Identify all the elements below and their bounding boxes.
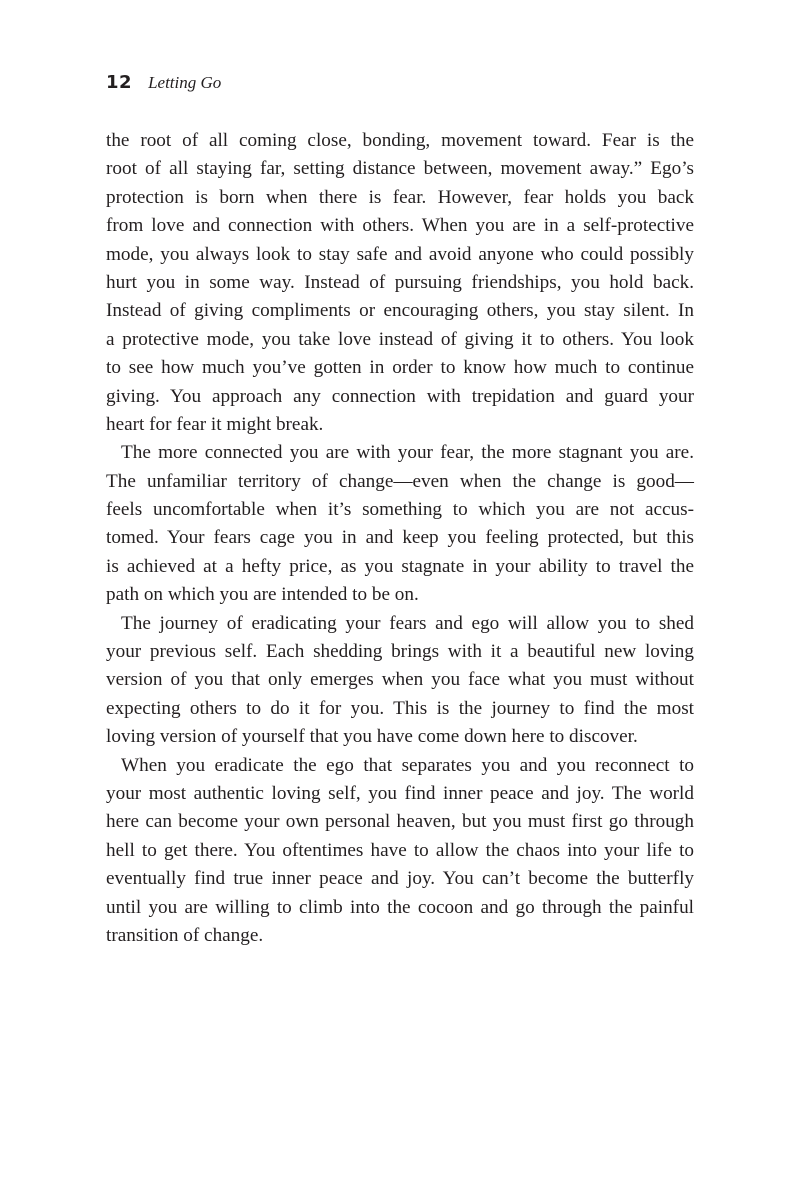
text-line: mode, you always look to stay safe and avoid anyone who could possibly (106, 243, 694, 265)
text-line: is achieved at a hefty price, as you stagnate in your ability to travel the (106, 555, 694, 577)
text-line: transition of change. (106, 924, 264, 946)
text-line: until you are willing to climb into the cocoon and go through the painful (106, 896, 694, 918)
text-line: version of you that only emerges when you face what you must without (106, 669, 694, 691)
body-text (106, 127, 694, 950)
text-line: hurt you in some way. Instead of pursuing friendships, you hold back. (106, 271, 694, 293)
text-line: heart for fear it might break. (106, 413, 324, 435)
text-line: tomed. Your fears cage you in and keep you feeling protected, but this (106, 527, 694, 549)
text-line: hell to get there. You oftentimes have to allow the chaos into your life to (106, 839, 694, 861)
paragraph (106, 752, 694, 951)
text-line: expecting others to do it for you. This is the journey to find the most (106, 697, 694, 719)
text-line: When you eradicate the ego that separates you and you reconnect to (121, 754, 694, 776)
text-line: The journey of eradicating your fears and ego will allow you to shed (121, 612, 694, 634)
text-line: your most authentic loving self, you find inner peace and joy. The world (106, 782, 694, 804)
text-line: here can become your own personal heaven, but you must first go through (106, 811, 694, 833)
text-line: to see how much you’ve gotten in order to know how much to continue (106, 357, 694, 379)
paragraph (106, 127, 694, 439)
paragraph (106, 610, 694, 752)
paragraph (106, 439, 694, 609)
text-line: the root of all coming close, bonding, movement toward. Fear is the (106, 130, 694, 151)
running-title: Letting Go (148, 73, 222, 92)
running-head (106, 72, 221, 96)
text-line: path on which you are intended to be on. (106, 584, 419, 606)
text-line: loving version of yourself that you have come down here to discover. (106, 726, 638, 748)
text-line: a protective mode, you take love instead of giving it to others. You look (106, 328, 694, 350)
text-line: giving. You approach any connection with trepidation and guard your (106, 385, 694, 407)
text-line: The unfamiliar territory of change—even when the change is good— (106, 470, 694, 492)
text-line: feels uncomfortable when it’s something to which you are not accus- (106, 499, 694, 521)
text-line: root of all staying far, setting distance between, movement away.” Ego’s (106, 158, 694, 180)
page-number: 12 (106, 72, 133, 93)
text-line: from love and connection with others. When you are in a self-protective (106, 215, 694, 237)
text-line: eventually find true inner peace and joy. You can’t become the butterfly (106, 868, 694, 890)
text-line: protection is born when there is fear. However, fear holds you back (106, 186, 694, 208)
text-line: Instead of giving compliments or encouraging others, you stay silent. In (106, 300, 694, 322)
text-line: The more connected you are with your fear, the more stagnant you are. (121, 442, 694, 464)
text-line: your previous self. Each shedding brings with it a beautiful new loving (106, 641, 694, 663)
